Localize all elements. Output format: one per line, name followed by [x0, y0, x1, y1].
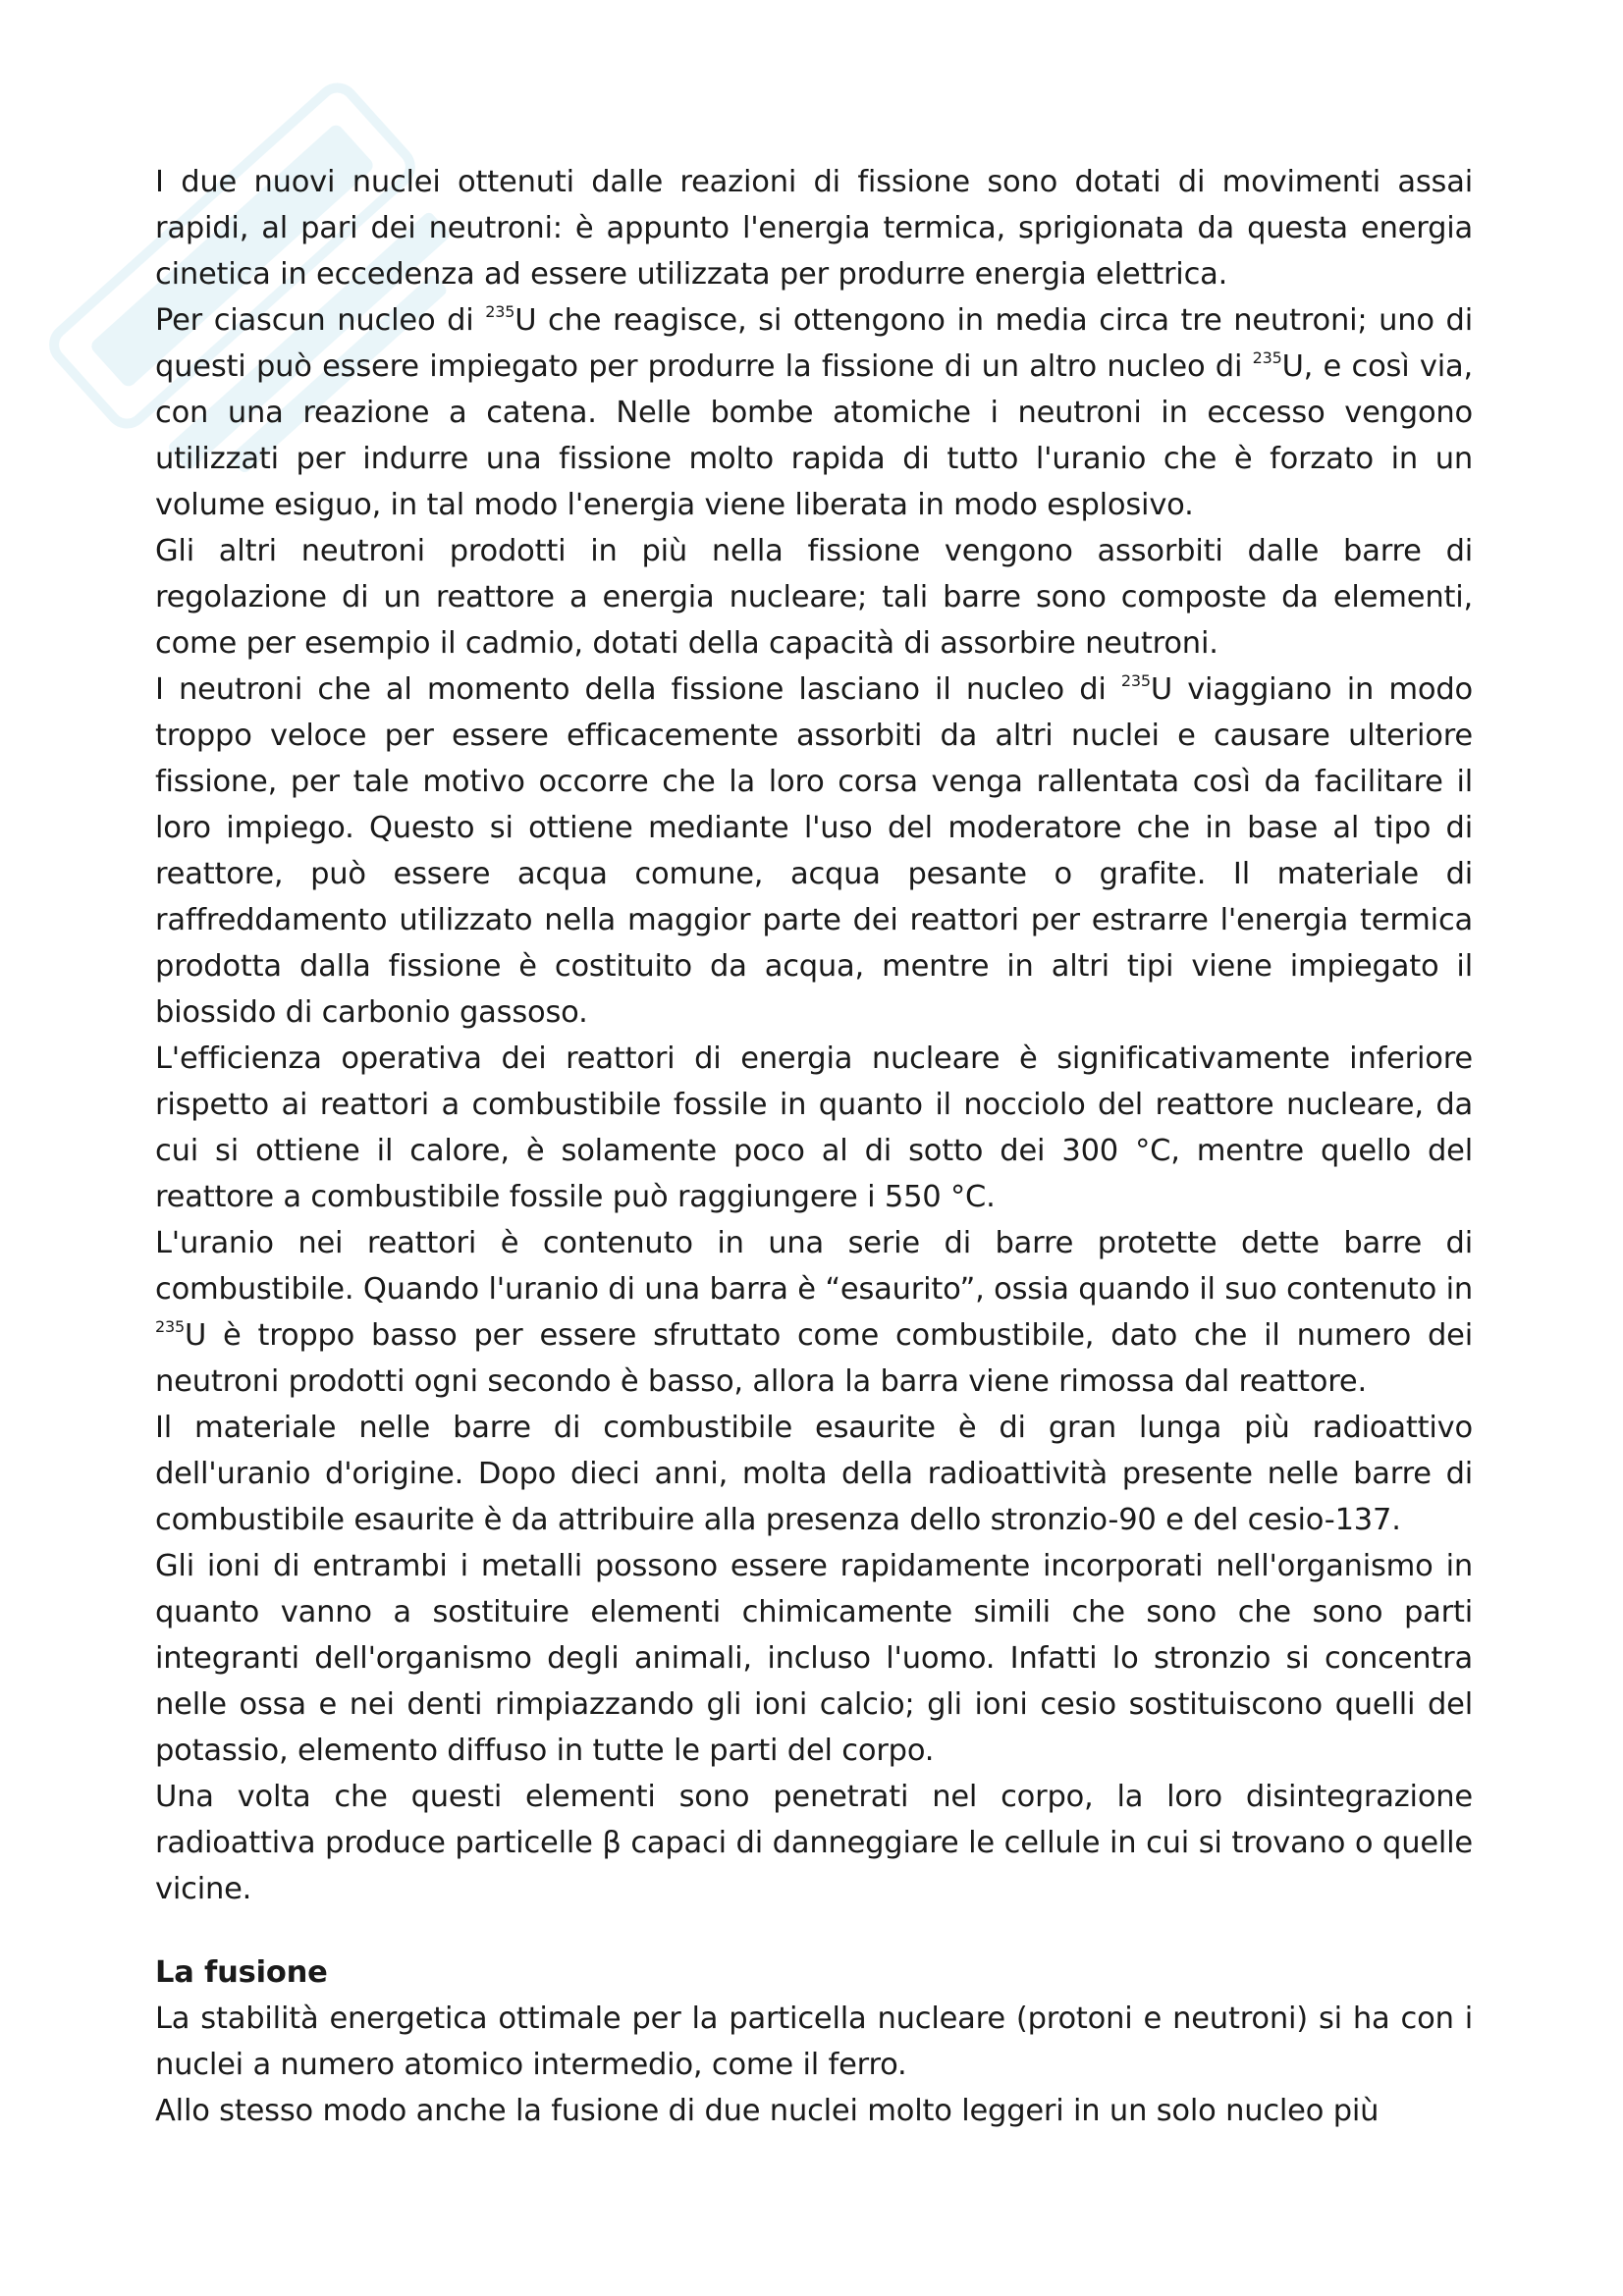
paragraph: [155, 2088, 1473, 2134]
document-page: [155, 159, 1473, 2134]
isotope-mass-number: 235: [485, 302, 515, 321]
paragraph: [155, 1220, 1473, 1405]
paragraph: [155, 1774, 1473, 1912]
paragraph-text: U, e così via, con una reazione a catena. Nelle bombe atomiche i neutroni in eccesso vengono utilizzati per indurre una fissione molto rapida di tutto l'uranio che è forzato in un volume esiguo, in tal modo l'energia viene liberata in modo esplosivo.: [155, 349, 1473, 522]
paragraph-text: U che reagisce, si ottengono in media circa tre neutroni; uno di questi può essere impiegato per produrre la fissione di un altro nucleo di: [155, 303, 1473, 384]
body-part-2: [155, 1996, 1473, 2134]
paragraph-text: Gli ioni di entrambi i metalli possono essere rapidamente incorporati nell'organismo in quanto vanno a sostituire elementi chimicamente simili che sono che sono parti integranti dell'organismo degli animali, incluso l'uomo. Infatti lo stronzio si concentra nelle ossa e nei denti rimpiazzando gli ioni calcio; gli ioni cesio sostituiscono quelli del potassio, elemento diffuso in tutte le parti del corpo.: [155, 1549, 1473, 1768]
paragraph: [155, 1405, 1473, 1543]
paragraph-text: L'uranio nei reattori è contenuto in una serie di barre protette dette barre di combustibile. Quando l'uranio di una barra è “esaurito”, ossia quando il suo contenuto in: [155, 1226, 1473, 1307]
paragraph: [155, 297, 1473, 528]
paragraph: [155, 1543, 1473, 1774]
paragraph: [155, 159, 1473, 297]
paragraph-text: U viaggiano in modo troppo veloce per essere efficacemente assorbiti da altri nuclei e causare ulteriore fissione, per tale motivo occorre che la loro corsa venga rallentata così da facilitare il loro impiego. Questo si ottiene mediante l'uso del moderatore che in base al tipo di reattore, può essere acqua comune, acqua pesante o grafite. Il materiale di raffreddamento utilizzato nella maggior parte dei reattori per estrarre l'energia termica prodotta dalla fissione è costituito da acqua, mentre in altri tipi viene impiegato il biossido di carbonio gassoso.: [155, 672, 1473, 1030]
paragraph-text: Gli altri neutroni prodotti in più nella fissione vengono assorbiti dalle barre di regolazione di un reattore a energia nucleare; tali barre sono composte da elementi, come per esempio il cadmio, dotati della capacità di assorbire neutroni.: [155, 534, 1473, 661]
paragraph-text: Una volta che questi elementi sono penetrati nel corpo, la loro disintegrazione radioattiva produce particelle β capaci di danneggiare le cellule in cui si trovano o quelle vicine.: [155, 1780, 1473, 1906]
paragraph-text: I neutroni che al momento della fissione lasciano il nucleo di: [155, 672, 1121, 707]
paragraph-text: Per ciascun nucleo di: [155, 303, 486, 338]
isotope-mass-number: 235: [155, 1317, 185, 1336]
isotope-mass-number: 235: [1252, 348, 1282, 367]
paragraph: [155, 667, 1473, 1036]
paragraph-text: L'efficienza operativa dei reattori di energia nucleare è significativamente inferiore rispetto ai reattori a combustibile fossile in quanto il nocciolo del reattore nucleare, da cui si ottiene il calore, è solamente poco al di sotto dei 300 °C, mentre quello del reattore a combustibile fossile può raggiungere i 550 °C.: [155, 1041, 1473, 1214]
section-heading: La fusione: [155, 1955, 328, 1990]
body-part-1: [155, 159, 1473, 1912]
paragraph: [155, 1996, 1473, 2088]
paragraph-text: Il materiale nelle barre di combustibile esaurite è di gran lunga più radioattivo dell'uranio d'origine. Dopo dieci anni, molta della radioattività presente nelle barre di combustibile esaurite è da attribuire alla presenza dello stronzio-90 e del cesio-137.: [155, 1411, 1473, 1537]
isotope-mass-number: 235: [1120, 671, 1151, 690]
paragraph-text: Allo stesso modo anche la fusione di due nuclei molto leggeri in un solo nucleo più: [155, 2094, 1380, 2128]
paragraph-text: U è troppo basso per essere sfruttato come combustibile, dato che il numero dei neutroni prodotti ogni secondo è basso, allora la barra viene rimossa dal reattore.: [155, 1318, 1473, 1399]
paragraph-text: I due nuovi nuclei ottenuti dalle reazioni di fissione sono dotati di movimenti assai rapidi, al pari dei neutroni: è appunto l'energia termica, sprigionata da questa energia cinetica in eccedenza ad essere utilizzata per produrre energia elettrica.: [155, 165, 1473, 292]
paragraph: [155, 528, 1473, 667]
paragraph: [155, 1036, 1473, 1220]
paragraph-text: La stabilità energetica ottimale per la particella nucleare (protoni e neutroni) si ha con i nuclei a numero atomico intermedio, come il ferro.: [155, 2002, 1473, 2082]
